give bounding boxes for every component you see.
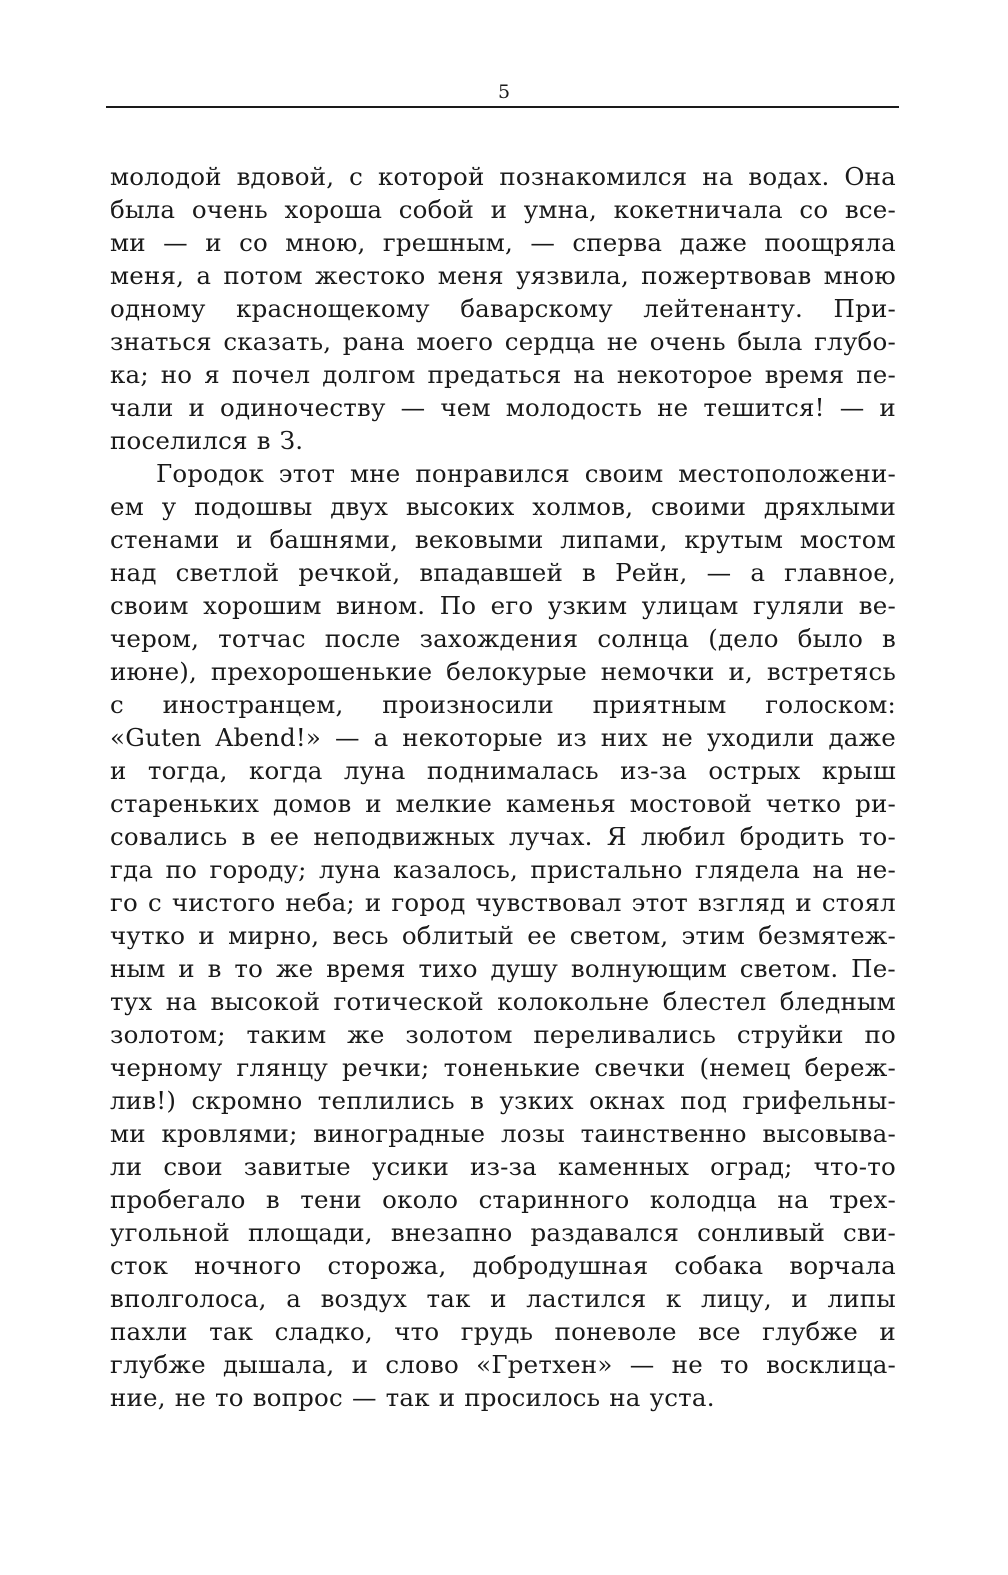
text-line: чутко и мирно, весь облитый ее светом, этим безмятеж- bbox=[110, 921, 896, 950]
header-rule bbox=[106, 106, 899, 108]
text-line: чали и одиночеству — чем молодость не тешится! — и bbox=[110, 393, 896, 422]
text-line: чером, тотчас после захождения солнца (дело было в bbox=[110, 624, 896, 653]
text-line: черному глянцу речки; тоненькие свечки (немец береж- bbox=[110, 1053, 896, 1082]
text-line: и тогда, когда луна поднималась из-за острых крыш bbox=[110, 756, 896, 785]
text-line: одному краснощекому баварскому лейтенанту. При- bbox=[110, 294, 896, 323]
text-line: ем у подошвы двух высоких холмов, своими дряхлыми bbox=[110, 492, 896, 521]
text-line: глубже дышала, и слово «Гретхен» — не то восклица- bbox=[110, 1350, 896, 1379]
text-line: пробегало в тени около старинного колодца на трех- bbox=[110, 1185, 896, 1214]
body-text bbox=[110, 160, 896, 1414]
text-line: ным и в то же время тихо душу волнующим светом. Пе- bbox=[110, 954, 896, 983]
text-line: стенами и башнями, вековыми липами, крутым мостом bbox=[110, 525, 896, 554]
text-line: тух на высокой готической колокольне блестел бледным bbox=[110, 987, 896, 1016]
text-line: пахли так сладко, что грудь поневоле все глубже и bbox=[110, 1317, 896, 1346]
text-line: июне), прехорошенькие белокурые немочки и, встретясь bbox=[110, 657, 896, 686]
page-number: 5 bbox=[497, 81, 511, 103]
text-line: меня, а потом жестоко меня уязвила, пожертвовав мною bbox=[110, 261, 896, 290]
text-line: совались в ее неподвижных лучах. Я любил бродить то- bbox=[110, 822, 896, 851]
text-line: была очень хороша собой и умна, кокетничала со все- bbox=[110, 195, 896, 224]
text-line: ми кровлями; виноградные лозы таинственно высовыва- bbox=[110, 1119, 896, 1148]
text-line: стареньких домов и мелкие каменья мостовой четко ри- bbox=[110, 789, 896, 818]
text-line: угольной площади, внезапно раздавался сонливый сви- bbox=[110, 1218, 896, 1247]
text-line: ми — и со мною, грешным, — сперва даже поощряла bbox=[110, 228, 896, 257]
text-line: над светлой речкой, впадавшей в Рейн, — а главное, bbox=[110, 558, 896, 587]
text-line: вполголоса, а воздух так и ластился к лицу, и липы bbox=[110, 1284, 896, 1313]
text-line: ли свои завитые усики из-за каменных оград; что-то bbox=[110, 1152, 896, 1181]
text-line: сток ночного сторожа, добродушная собака ворчала bbox=[110, 1251, 896, 1280]
text-line: ка; но я почел долгом предаться на некоторое время пе- bbox=[110, 360, 896, 389]
text-line: лив!) скромно теплились в узких окнах под грифельны- bbox=[110, 1086, 896, 1115]
text-line: гда по городу; луна казалось, пристально глядела на не- bbox=[110, 855, 896, 884]
text-line: знаться сказать, рана моего сердца не очень была глубо- bbox=[110, 327, 896, 356]
text-line: золотом; таким же золотом переливались струйки по bbox=[110, 1020, 896, 1049]
text-line: «Guten Abend!» — а некоторые из них не уходили даже bbox=[110, 723, 896, 752]
text-line: своим хорошим вином. По его узким улицам гуляли ве- bbox=[110, 591, 896, 620]
text-line: ние, не то вопрос — так и просилось на уста. bbox=[110, 1383, 715, 1412]
text-line: с иностранцем, произносили приятным голоском: bbox=[110, 690, 896, 719]
text-line: молодой вдовой, с которой познакомился на водах. Она bbox=[110, 162, 896, 191]
text-line: поселился в З. bbox=[110, 426, 304, 455]
paragraph bbox=[110, 457, 896, 1414]
paragraph bbox=[110, 160, 896, 457]
text-line: го с чистого неба; и город чувствовал этот взгляд и стоял bbox=[110, 888, 896, 917]
text-line: Городок этот мне понравился своим местоположени- bbox=[156, 459, 896, 488]
